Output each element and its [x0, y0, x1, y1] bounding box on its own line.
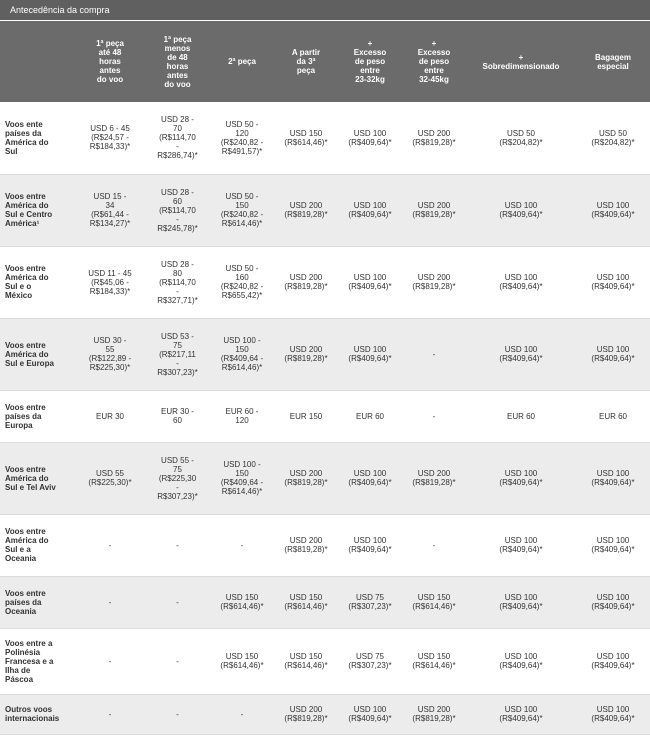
column-header-label: 1ª peça menos de 48 horas antes do voo — [163, 34, 192, 89]
table-row — [0, 390, 650, 442]
baggage-fee-table — [0, 21, 650, 735]
table-row — [0, 514, 650, 576]
fee-cell: USD 200 (R$819,28)* — [274, 514, 338, 576]
fee-cell: - — [210, 514, 274, 576]
fee-cell: USD 50 (R$204,82)* — [466, 102, 576, 174]
route-label: Voos entre América do Sul e a Oceania — [0, 514, 75, 576]
fee-cell: USD 100 (R$409,64)* — [576, 694, 650, 734]
fee-cell: USD 100 - 150 (R$409,64 - R$614,46)* — [210, 318, 274, 390]
fee-cell: USD 50 (R$204,82)* — [576, 102, 650, 174]
fee-cell: USD 28 - 70 (R$114,70 - R$286,74)* — [145, 102, 210, 174]
fee-cell: USD 55 - 75 (R$225,30 - R$307,23)* — [145, 442, 210, 514]
table-row — [0, 694, 650, 734]
fee-cell: USD 150 (R$614,46)* — [402, 628, 466, 694]
fee-cell: USD 150 (R$614,46)* — [210, 628, 274, 694]
fee-cell: EUR 30 — [75, 390, 145, 442]
fee-cell: USD 30 - 55 (R$122,89 - R$225,30)* — [75, 318, 145, 390]
route-label: Outros voos internacionais — [0, 694, 75, 734]
fee-cell: USD 200 (R$819,28)* — [274, 174, 338, 246]
fee-cell: USD 200 (R$819,28)* — [274, 694, 338, 734]
fee-cell: USD 75 (R$307,23)* — [338, 576, 402, 628]
column-header — [402, 21, 466, 102]
table-row — [0, 576, 650, 628]
fee-cell: USD 200 (R$819,28)* — [402, 246, 466, 318]
fee-cell: USD 150 (R$614,46)* — [402, 576, 466, 628]
table-row — [0, 102, 650, 174]
fee-cell: USD 100 (R$409,64)* — [338, 102, 402, 174]
fee-cell: USD 150 (R$614,46)* — [274, 576, 338, 628]
fee-cell: EUR 30 - 60 — [145, 390, 210, 442]
fee-cell: USD 100 (R$409,64)* — [466, 628, 576, 694]
fee-cell: USD 150 (R$614,46)* — [210, 576, 274, 628]
table-row — [0, 318, 650, 390]
fee-cell: USD 50 - 150 (R$240,82 - R$614,46)* — [210, 174, 274, 246]
fee-cell: - — [402, 514, 466, 576]
column-header-label: 1ª peça até 48 horas antes do voo — [96, 39, 124, 84]
fee-cell: USD 200 (R$819,28)* — [274, 246, 338, 318]
fee-cell: - — [145, 576, 210, 628]
fee-cell: - — [210, 694, 274, 734]
column-header-label: + Sobredimensionado — [482, 52, 560, 71]
fee-cell: USD 100 (R$409,64)* — [338, 318, 402, 390]
header-row — [0, 21, 650, 102]
fee-cell: - — [402, 390, 466, 442]
route-label: Voos ente países da América do Sul — [0, 102, 75, 174]
fee-cell: USD 100 (R$409,64)* — [338, 442, 402, 514]
fee-cell: USD 100 (R$409,64)* — [576, 576, 650, 628]
fee-cell: USD 150 (R$614,46)* — [274, 628, 338, 694]
column-header — [274, 21, 338, 102]
fee-cell: USD 100 (R$409,64)* — [338, 694, 402, 734]
fee-cell: USD 75 (R$307,23)* — [338, 628, 402, 694]
fee-cell: USD 100 (R$409,64)* — [466, 246, 576, 318]
fee-cell: USD 100 (R$409,64)* — [466, 694, 576, 734]
fee-cell: EUR 60 — [466, 390, 576, 442]
fee-cell: USD 200 (R$819,28)* — [402, 174, 466, 246]
fee-cell: - — [145, 514, 210, 576]
route-label: Voos entre países da Oceania — [0, 576, 75, 628]
fee-cell: USD 50 - 160 (R$240,82 - R$655,42)* — [210, 246, 274, 318]
fee-cell: - — [402, 318, 466, 390]
route-label: Voos entre América do Sul e o México — [0, 246, 75, 318]
fee-cell: - — [75, 628, 145, 694]
fee-cell: USD 200 (R$819,28)* — [402, 442, 466, 514]
table-body — [0, 102, 650, 734]
fee-cell: USD 100 (R$409,64)* — [338, 246, 402, 318]
fee-cell: USD 200 (R$819,28)* — [402, 102, 466, 174]
fee-cell: USD 100 (R$409,64)* — [576, 628, 650, 694]
fee-cell: USD 100 - 150 (R$409,64 - R$614,46)* — [210, 442, 274, 514]
route-label: Voos entre América do Sul e Europa — [0, 318, 75, 390]
column-header-label: Bagagem especial — [594, 52, 631, 71]
table-row — [0, 174, 650, 246]
fee-cell: USD 28 - 60 (R$114,70 - R$245,78)* — [145, 174, 210, 246]
route-label: Voos entre a Polinésia Francesa e a Ilha de Páscoa — [0, 628, 75, 694]
fee-cell: - — [75, 514, 145, 576]
fee-cell: USD 100 (R$409,64)* — [466, 318, 576, 390]
column-header — [75, 21, 145, 102]
column-header-label: A partir da 3ª peça — [291, 48, 321, 75]
table-row — [0, 246, 650, 318]
fee-cell: USD 100 (R$409,64)* — [576, 318, 650, 390]
route-label: Voos entre países da Europa — [0, 390, 75, 442]
fee-cell: USD 11 - 45 (R$45,06 - R$184,33)* — [75, 246, 145, 318]
fee-cell: USD 53 - 75 (R$217,11 - R$307,23)* — [145, 318, 210, 390]
fee-cell: USD 100 (R$409,64)* — [466, 514, 576, 576]
column-header-label: + Excesso de peso entre 32-45kg — [417, 39, 451, 84]
fee-cell: USD 200 (R$819,28)* — [402, 694, 466, 734]
fee-cell: USD 150 (R$614,46)* — [274, 102, 338, 174]
table-row — [0, 628, 650, 694]
fee-cell: USD 200 (R$819,28)* — [274, 442, 338, 514]
route-label: Voos entre América do Sul e Tel Aviv — [0, 442, 75, 514]
fee-cell: USD 50 - 120 (R$240,82 - R$491,57)* — [210, 102, 274, 174]
column-header-label: 2ª peça — [228, 57, 256, 66]
column-header — [576, 21, 650, 102]
fee-cell: - — [145, 628, 210, 694]
column-header — [338, 21, 402, 102]
fee-cell: USD 100 (R$409,64)* — [466, 576, 576, 628]
fee-cell: USD 15 - 34 (R$61,44 - R$134,27)* — [75, 174, 145, 246]
column-header — [210, 21, 274, 102]
fee-cell: EUR 150 — [274, 390, 338, 442]
fee-cell: USD 200 (R$819,28)* — [274, 318, 338, 390]
table-title: Antecedência da compra — [0, 0, 650, 21]
column-header — [466, 21, 576, 102]
fee-cell: USD 100 (R$409,64)* — [466, 442, 576, 514]
column-header — [0, 21, 75, 102]
fee-cell: EUR 60 — [338, 390, 402, 442]
column-header — [145, 21, 210, 102]
fee-cell: USD 100 (R$409,64)* — [576, 246, 650, 318]
fee-cell: USD 100 (R$409,64)* — [338, 174, 402, 246]
fee-cell: EUR 60 - 120 — [210, 390, 274, 442]
fee-cell: USD 100 (R$409,64)* — [466, 174, 576, 246]
table-row — [0, 442, 650, 514]
fee-cell: USD 100 (R$409,64)* — [576, 514, 650, 576]
fee-cell: - — [75, 576, 145, 628]
route-label: Voos entre América do Sul e Centro América¹ — [0, 174, 75, 246]
fee-cell: - — [145, 694, 210, 734]
fee-cell: USD 28 - 80 (R$114,70 - R$327,71)* — [145, 246, 210, 318]
fee-cell: - — [75, 694, 145, 734]
column-header-label: + Excesso de peso entre 23-32kg — [353, 39, 387, 84]
fee-cell: USD 100 (R$409,64)* — [338, 514, 402, 576]
fee-cell: USD 6 - 45 (R$24,57 - R$184,33)* — [75, 102, 145, 174]
fee-cell: USD 100 (R$409,64)* — [576, 442, 650, 514]
fee-cell: USD 55 (R$225,30)* — [75, 442, 145, 514]
fee-cell: USD 100 (R$409,64)* — [576, 174, 650, 246]
fee-cell: EUR 60 — [576, 390, 650, 442]
